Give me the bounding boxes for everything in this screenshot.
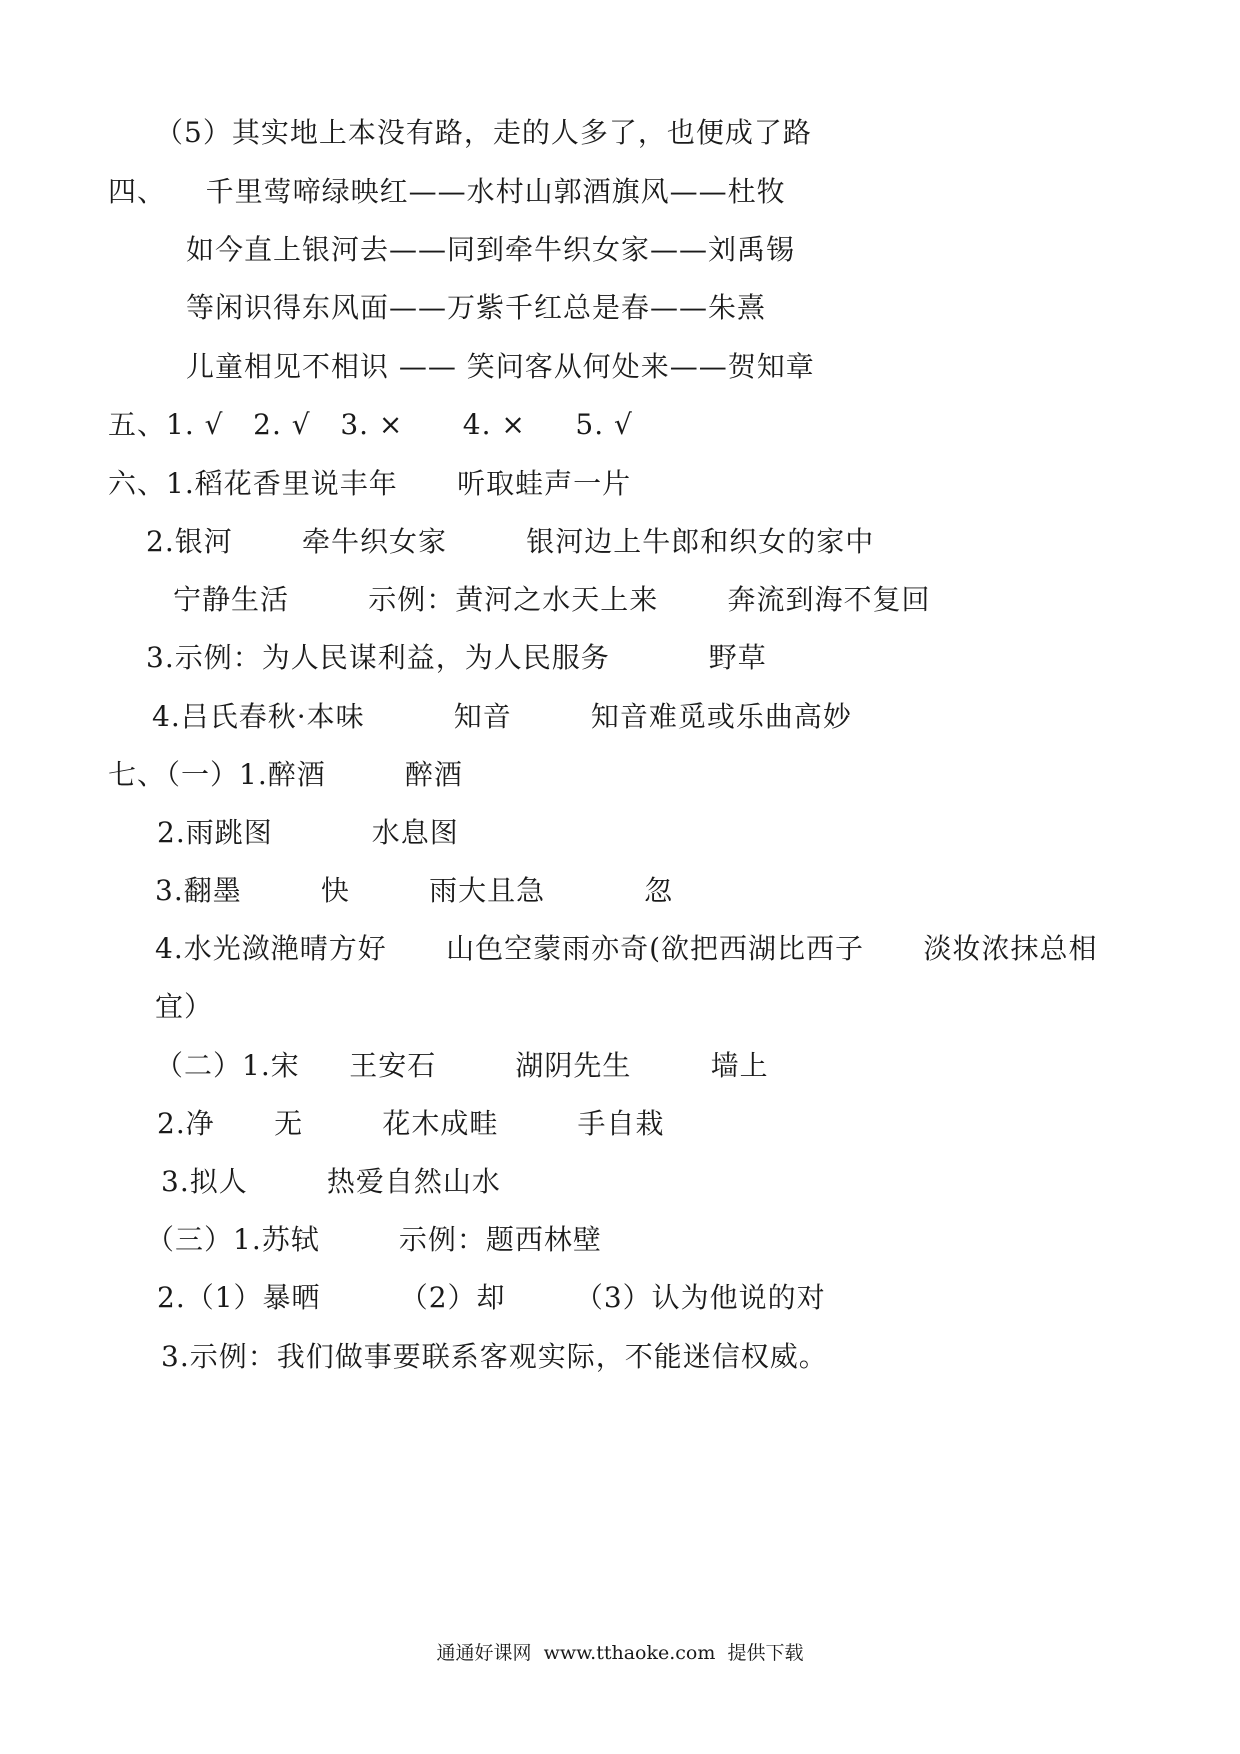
- section-6-line-2: 2.银河 牵牛织女家 银河边上牛郎和织女的家中: [146, 525, 875, 558]
- section-6-line-1: 六、1.稻花香里说丰年 听取蛙声一片: [108, 467, 632, 500]
- section-7-line-1: 七、（一）1.醉酒 醉酒: [108, 758, 463, 791]
- section-5-line: 五、1. √ 2. √ 3. × 4. × 5. √: [108, 408, 633, 441]
- section-7-line-5: 宜）: [155, 990, 214, 1023]
- section-7-line-8: 3.拟人 热爱自然山水: [161, 1165, 501, 1198]
- section-7-line-7: 2.净 无 花木成畦 手自栽: [157, 1107, 665, 1140]
- section-7-line-11: 3.示例：我们做事要联系客观实际，不能迷信权威。: [161, 1340, 828, 1373]
- section-7-line-10: 2.（1）暴晒 （2）却 （3）认为他说的对: [157, 1281, 826, 1314]
- section-4-line-3: 等闲识得东风面——万紫千红总是春——朱熹: [186, 291, 767, 324]
- section-7-line-4: 4.水光潋滟晴方好 山色空蒙雨亦奇(欲把西湖比西子 淡妆浓抹总相: [155, 932, 1098, 965]
- section-4-line-4: 儿童相见不相识 —— 笑问客从何处来——贺知章: [186, 350, 815, 383]
- section-6-line-5: 4.吕氏春秋·本味 知音 知音难觅或乐曲高妙: [152, 700, 852, 733]
- section-6-line-4: 3.示例：为人民谋利益，为人民服务 野草: [146, 641, 767, 674]
- section-4-line-1: 四、 千里莺啼绿映红——水村山郭酒旗风——杜牧: [108, 175, 786, 208]
- section-7-line-9: （三）1.苏轼 示例：题西林壁: [146, 1223, 602, 1256]
- section-6-line-3: 宁静生活 示例：黄河之水天上来 奔流到海不复回: [173, 583, 931, 616]
- answer-line-4-5: （5）其实地上本没有路，走的人多了，也便成了路: [155, 116, 812, 149]
- section-7-line-2: 2.雨跳图 水息图: [157, 816, 459, 849]
- section-7-line-6: （二）1.宋 王安石 湖阴先生 墙上: [155, 1049, 769, 1082]
- section-4-line-2: 如今直上银河去——同到牵牛织女家——刘禹锡: [186, 233, 796, 266]
- footer-text: 通通好课网 www.tthaoke.com 提供下载: [436, 1642, 804, 1664]
- section-7-line-3: 3.翻墨 快 雨大且急 忽: [155, 874, 674, 907]
